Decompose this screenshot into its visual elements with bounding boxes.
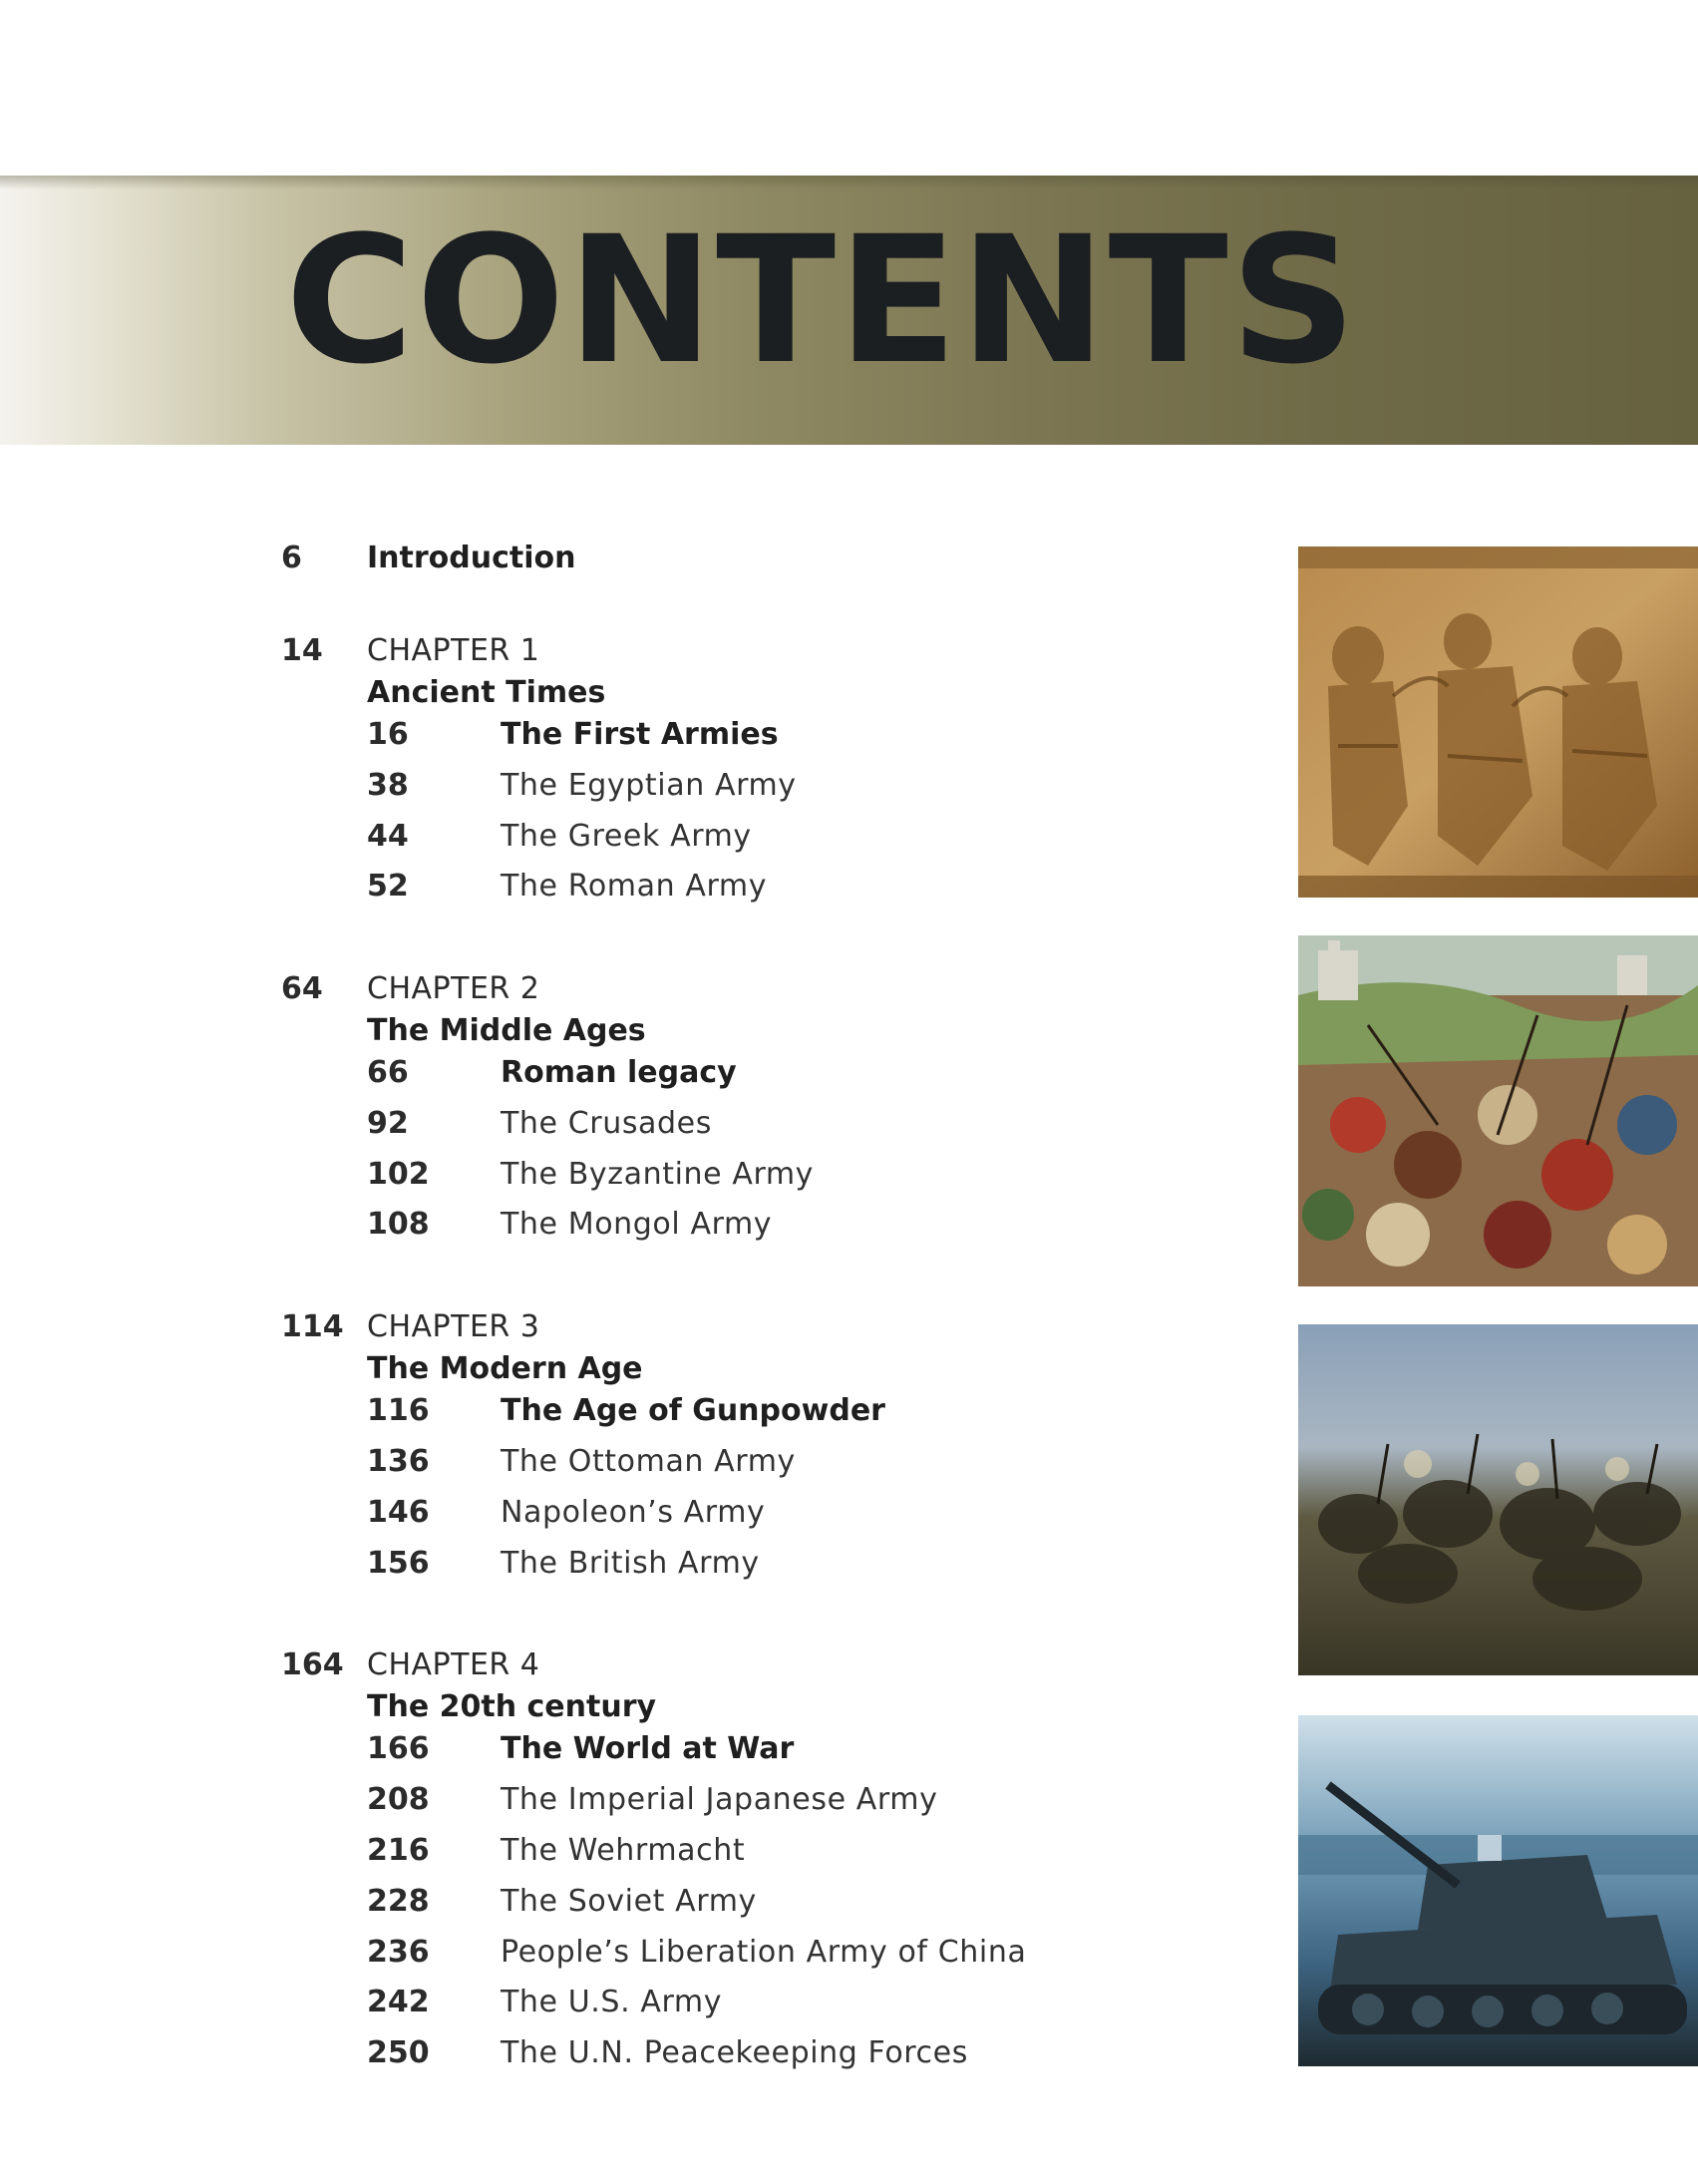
chapter-page-number: 114: [281, 1309, 344, 1344]
section-title[interactable]: The World at War: [501, 1731, 795, 1766]
section-title[interactable]: The Wehrmacht: [501, 1833, 746, 1868]
chapter-label: CHAPTER 4: [367, 1647, 540, 1682]
section-title[interactable]: The Ottoman Army: [501, 1444, 796, 1479]
intro-page-number: 6: [281, 541, 302, 575]
gunpowder-era-cavalry-painting: [1298, 1324, 1698, 1675]
section-page-number: 44: [367, 819, 409, 854]
section-page-number: 146: [367, 1495, 430, 1530]
section-page-number: 38: [367, 768, 409, 803]
section-title[interactable]: The British Army: [501, 1546, 760, 1581]
chapter-title[interactable]: The Modern Age: [367, 1351, 643, 1386]
section-title[interactable]: The Egyptian Army: [501, 768, 797, 803]
page-title: CONTENTS: [285, 198, 1359, 403]
chapter-page-number: 64: [281, 971, 323, 1006]
section-title[interactable]: Napoleon’s Army: [501, 1495, 766, 1530]
chapter-label: CHAPTER 3: [367, 1309, 540, 1344]
section-page-number: 156: [367, 1546, 430, 1581]
section-page-number: 52: [367, 869, 409, 904]
section-title[interactable]: The U.S. Army: [501, 1985, 723, 2019]
chapter-label: CHAPTER 2: [367, 971, 540, 1006]
chapter-title[interactable]: Ancient Times: [367, 675, 606, 710]
section-title[interactable]: The Byzantine Army: [501, 1157, 815, 1192]
chapter-title[interactable]: The 20th century: [367, 1689, 657, 1724]
chapter-page-number: 14: [281, 633, 323, 668]
section-page-number: 166: [367, 1731, 430, 1766]
section-title[interactable]: Roman legacy: [501, 1055, 737, 1090]
medieval-battle-painting: [1298, 935, 1698, 1286]
section-title[interactable]: People’s Liberation Army of China: [501, 1935, 1027, 1970]
section-title[interactable]: The U.N. Peacekeeping Forces: [501, 2035, 968, 2070]
section-title[interactable]: The Imperial Japanese Army: [501, 1782, 938, 1817]
section-page-number: 208: [367, 1782, 430, 1817]
section-page-number: 250: [367, 2035, 430, 2070]
section-page-number: 92: [367, 1106, 409, 1141]
section-page-number: 66: [367, 1055, 409, 1090]
chapter-page-number: 164: [281, 1647, 344, 1682]
section-page-number: 16: [367, 717, 409, 752]
section-page-number: 228: [367, 1884, 430, 1919]
section-title[interactable]: The Crusades: [501, 1106, 712, 1141]
chapter-label: CHAPTER 1: [367, 633, 540, 668]
section-page-number: 102: [367, 1157, 430, 1192]
section-page-number: 216: [367, 1833, 430, 1868]
section-page-number: 116: [367, 1393, 430, 1428]
section-title[interactable]: The Greek Army: [501, 819, 752, 854]
section-title[interactable]: The Age of Gunpowder: [501, 1393, 885, 1428]
section-page-number: 236: [367, 1935, 430, 1970]
section-page-number: 108: [367, 1207, 430, 1242]
section-title[interactable]: The Soviet Army: [501, 1884, 757, 1919]
section-title[interactable]: The First Armies: [501, 717, 779, 752]
modern-tank-painting: [1298, 1715, 1698, 2066]
section-title[interactable]: The Roman Army: [501, 869, 768, 904]
ancient-relief-image: [1298, 546, 1698, 898]
section-title[interactable]: The Mongol Army: [501, 1207, 773, 1242]
section-page-number: 136: [367, 1444, 430, 1479]
intro-title[interactable]: Introduction: [367, 541, 576, 575]
section-page-number: 242: [367, 1985, 430, 2019]
chapter-title[interactable]: The Middle Ages: [367, 1013, 646, 1048]
